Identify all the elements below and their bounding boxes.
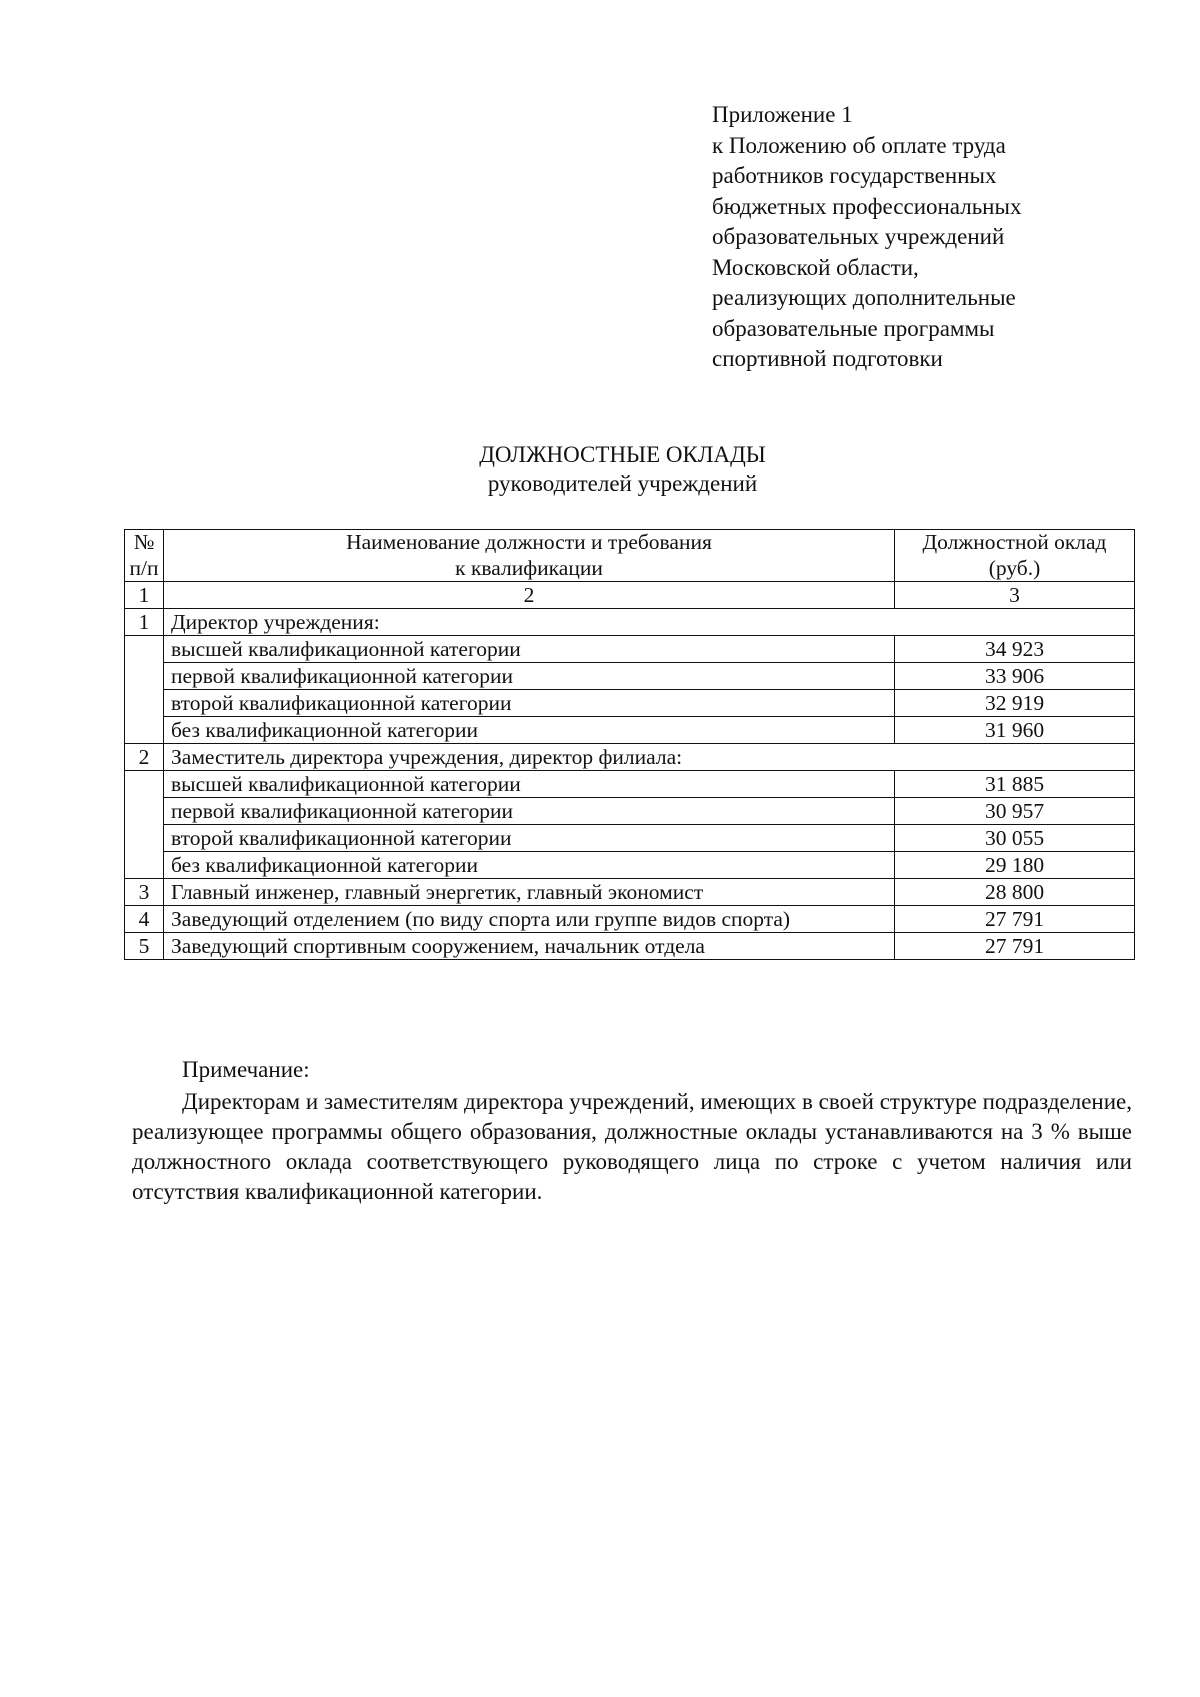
note-block (132, 1055, 1132, 1207)
appendix-line: образовательные программы (712, 315, 995, 341)
header-num-cell (125, 530, 164, 582)
table-row (125, 798, 1135, 825)
position-group-title: Директор учреждения: (164, 609, 1135, 636)
column-number: 3 (895, 582, 1135, 609)
position-name: Заведующий спортивным сооружением, начальник отдела (164, 933, 895, 960)
table-row (125, 663, 1135, 690)
table-row (125, 852, 1135, 879)
salary-value: 29 180 (895, 852, 1135, 879)
table-header-row (125, 530, 1135, 582)
table-row (125, 906, 1135, 933)
position-name: первой квалификационной категории (164, 798, 895, 825)
row-number-empty (125, 717, 164, 744)
document-subtitle: руководителей учреждений (487, 471, 758, 496)
column-number: 2 (164, 582, 895, 609)
header-name-label: Наименование должности и требования (346, 530, 712, 554)
salary-value: 32 919 (895, 690, 1135, 717)
row-number-empty (125, 636, 164, 663)
column-number: 1 (125, 582, 164, 609)
appendix-line: реализующих дополнительные (712, 285, 1016, 310)
row-number: 3 (125, 879, 164, 906)
salary-value: 27 791 (895, 906, 1135, 933)
appendix-reference (712, 100, 1152, 375)
appendix-line: бюджетных профессиональных (712, 193, 1022, 219)
appendix-line: спортивной подготовки (712, 346, 943, 371)
header-num-label: п/п (129, 555, 159, 580)
row-number: 5 (125, 933, 164, 960)
table-row (125, 879, 1135, 906)
appendix-line: к Положению об оплате труда (712, 132, 1006, 158)
table-row (125, 690, 1135, 717)
salary-value: 28 800 (895, 879, 1135, 906)
header-name-label: к квалификации (455, 555, 603, 580)
table-row (125, 717, 1135, 744)
position-name: высшей квалификационной категории (164, 771, 895, 798)
salary-value: 30 055 (895, 825, 1135, 852)
salary-value: 30 957 (895, 798, 1135, 825)
row-number-empty (125, 771, 164, 798)
header-name-cell (164, 530, 895, 582)
table-row (125, 636, 1135, 663)
salary-value: 33 906 (895, 663, 1135, 690)
table-group-title-row (125, 609, 1135, 636)
appendix-line: Московской области, (712, 254, 919, 280)
row-number: 1 (125, 609, 164, 636)
salary-value: 31 885 (895, 771, 1135, 798)
position-name: первой квалификационной категории (164, 663, 895, 690)
row-number-empty (125, 690, 164, 717)
position-name: Заведующий отделением (по виду спорта или группе видов спорта) (164, 906, 895, 933)
row-number: 4 (125, 906, 164, 933)
appendix-line: образовательных учреждений (712, 224, 1005, 249)
position-name: без квалификационной категории (164, 852, 895, 879)
row-number-empty (125, 798, 164, 825)
position-name: Главный инженер, главный энергетик, главный экономист (164, 879, 895, 906)
table-row (125, 771, 1135, 798)
header-salary-label: Должностной оклад (922, 530, 1107, 554)
row-number-empty (125, 852, 164, 879)
salary-value: 31 960 (895, 717, 1135, 744)
document-title-block (0, 440, 1200, 498)
table-group-title-row (125, 744, 1135, 771)
column-number-row (125, 582, 1135, 609)
note-heading: Примечание: (182, 1057, 310, 1082)
salary-value: 27 791 (895, 933, 1135, 960)
row-number: 2 (125, 744, 164, 771)
appendix-line: работников государственных (712, 163, 997, 188)
position-name: второй квалификационной категории (164, 690, 895, 717)
row-number-empty (125, 825, 164, 852)
document-title: ДОЛЖНОСТНЫЕ ОКЛАДЫ (479, 442, 766, 467)
row-number-empty (125, 663, 164, 690)
position-name: второй квалификационной категории (164, 825, 895, 852)
appendix-line: Приложение 1 (712, 102, 853, 127)
salary-value: 34 923 (895, 636, 1135, 663)
table-row (125, 825, 1135, 852)
header-salary-cell (895, 530, 1135, 582)
position-name: высшей квалификационной категории (164, 636, 895, 663)
salary-table (124, 529, 1135, 960)
position-name: без квалификационной категории (164, 717, 895, 744)
note-text: Директорам и заместителям директора учреждений, имеющих в своей структуре подразделение, реализующее программы общего образования, должностные оклады устанавливаются на 3 % выше должностного оклада соответствующего руководящего лица по строке с учетом наличия или отсутствия квалификационной категории. (132, 1089, 1132, 1204)
table-row (125, 933, 1135, 960)
header-num-label: № (133, 530, 155, 554)
header-salary-label: (руб.) (988, 555, 1041, 580)
position-group-title: Заместитель директора учреждения, директор филиала: (164, 744, 1135, 771)
